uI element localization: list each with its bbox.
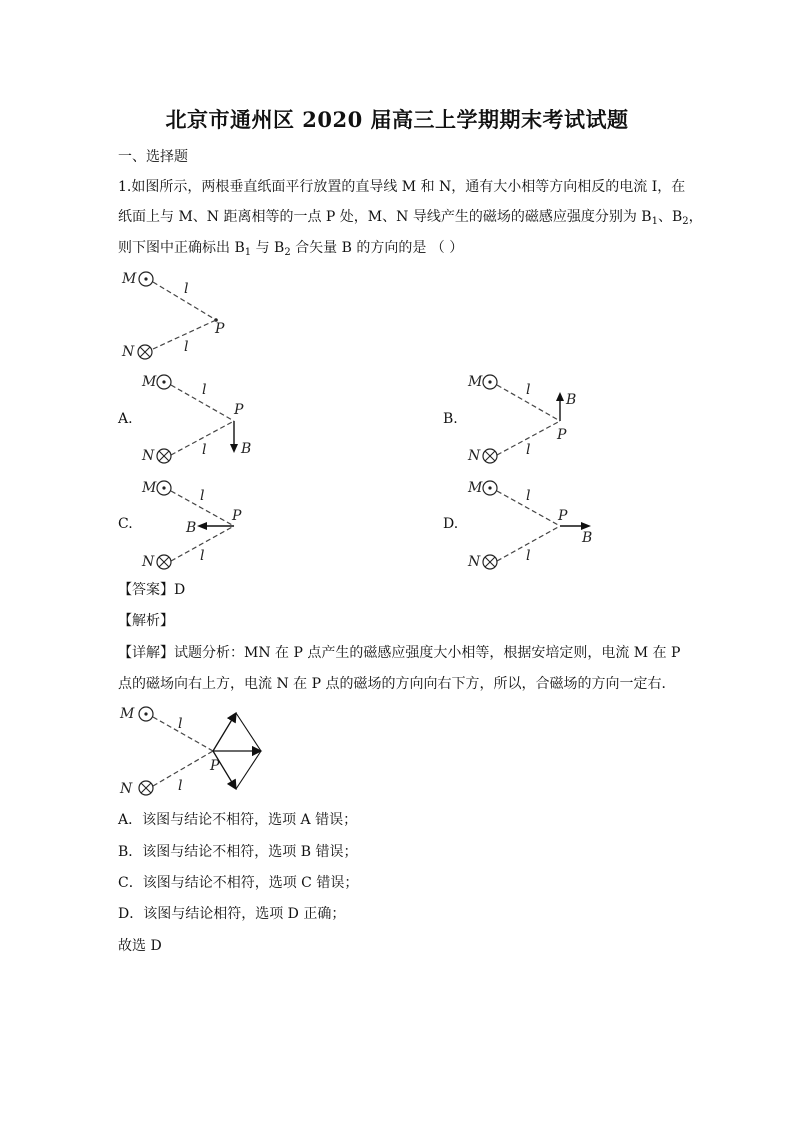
svg-text:B: B	[566, 392, 577, 408]
option-a-label: A.	[118, 411, 133, 427]
analysis-heading: 【解析】	[118, 613, 174, 629]
option-a-figure	[140, 368, 270, 468]
question-line-3: 则下图中正确标出 $B_1$ 与 $B_2$ 合矢量 B 的方向的是 （ ）	[118, 240, 464, 258]
label-p: P	[215, 321, 225, 337]
svg-text:l: l	[526, 488, 531, 504]
svg-text:l: l	[526, 442, 531, 458]
svg-text:M: M	[142, 480, 157, 496]
question-figure	[118, 265, 258, 365]
option-b-figure	[466, 368, 596, 468]
arrow-up-icon	[556, 392, 564, 401]
option-d-figure	[466, 474, 606, 574]
option-d-label: D.	[443, 516, 459, 532]
label-n: N	[122, 344, 135, 360]
svg-text:N: N	[142, 554, 155, 570]
final-answer: 故选 D	[118, 938, 162, 954]
option-c-figure	[140, 474, 270, 574]
conclusion-a: A．该图与结论不相符，选项 A 错误；	[118, 812, 358, 828]
option-b-label: B.	[443, 411, 458, 427]
svg-text:N: N	[468, 448, 481, 464]
conclusion-c: C．该图与结论不相符，选项 C 错误；	[118, 875, 359, 891]
svg-text:P: P	[558, 508, 568, 524]
answer: 【答案】D	[118, 582, 186, 598]
svg-text:M: M	[468, 480, 483, 496]
svg-text:B: B	[186, 520, 197, 536]
conclusion-d: D．该图与结论相符，选项 D 正确；	[118, 906, 346, 922]
svg-text:N: N	[468, 554, 481, 570]
detail-line-1: 【详解】试题分析：MN 在 P 点产生的磁感应强度大小相等，根据安培定则，电流 M 在 P	[118, 645, 681, 661]
svg-text:M: M	[120, 706, 135, 722]
svg-text:P: P	[234, 402, 244, 418]
svg-text:P: P	[557, 427, 567, 443]
arrow-left-icon	[197, 522, 207, 530]
svg-text:l: l	[202, 382, 207, 398]
svg-text:l: l	[526, 548, 531, 564]
svg-text:N: N	[142, 448, 155, 464]
detail-line-2: 点的磁场向右上方，电流 N 在 P 点的磁场的方向向右下方，所以，合磁场的方向一定右．	[118, 676, 676, 692]
svg-text:P: P	[232, 508, 242, 524]
explanation-figure	[118, 700, 278, 800]
svg-text:P: P	[210, 758, 220, 774]
arrow-down-icon	[230, 444, 238, 453]
svg-text:l: l	[202, 442, 207, 458]
svg-text:l: l	[200, 548, 205, 564]
arrow-right-icon	[581, 522, 591, 530]
svg-text:B: B	[582, 530, 593, 546]
conclusion-b: B．该图与结论不相符，选项 B 错误；	[118, 844, 358, 860]
svg-text:l: l	[200, 488, 205, 504]
page-title: 北京市通州区 2020 届高三上学期期末考试试题	[165, 107, 629, 132]
label-m: M	[122, 271, 137, 287]
vector-b1-icon	[213, 713, 236, 751]
svg-text:M: M	[468, 374, 483, 390]
question-line-2: 纸面上与 M、N 距离相等的一点 P 处，M、N 导线产生的磁场的磁感应强度分别为 $B_1$、$B_2$，	[118, 209, 703, 227]
label-l-bottom: l	[184, 339, 189, 355]
section-heading: 一、选择题	[118, 149, 188, 165]
label-l-top: l	[184, 281, 189, 297]
question-line-1: 1.如图所示，两根垂直纸面平行放置的直导线 M 和 N，通有大小相等方向相反的电流 I，在	[118, 179, 686, 195]
svg-text:N: N	[120, 781, 133, 797]
option-c-label: C.	[118, 516, 133, 532]
svg-text:M: M	[142, 374, 157, 390]
svg-text:l: l	[178, 716, 183, 732]
svg-text:B: B	[241, 441, 252, 457]
svg-text:l: l	[526, 382, 531, 398]
svg-text:l: l	[178, 778, 183, 794]
